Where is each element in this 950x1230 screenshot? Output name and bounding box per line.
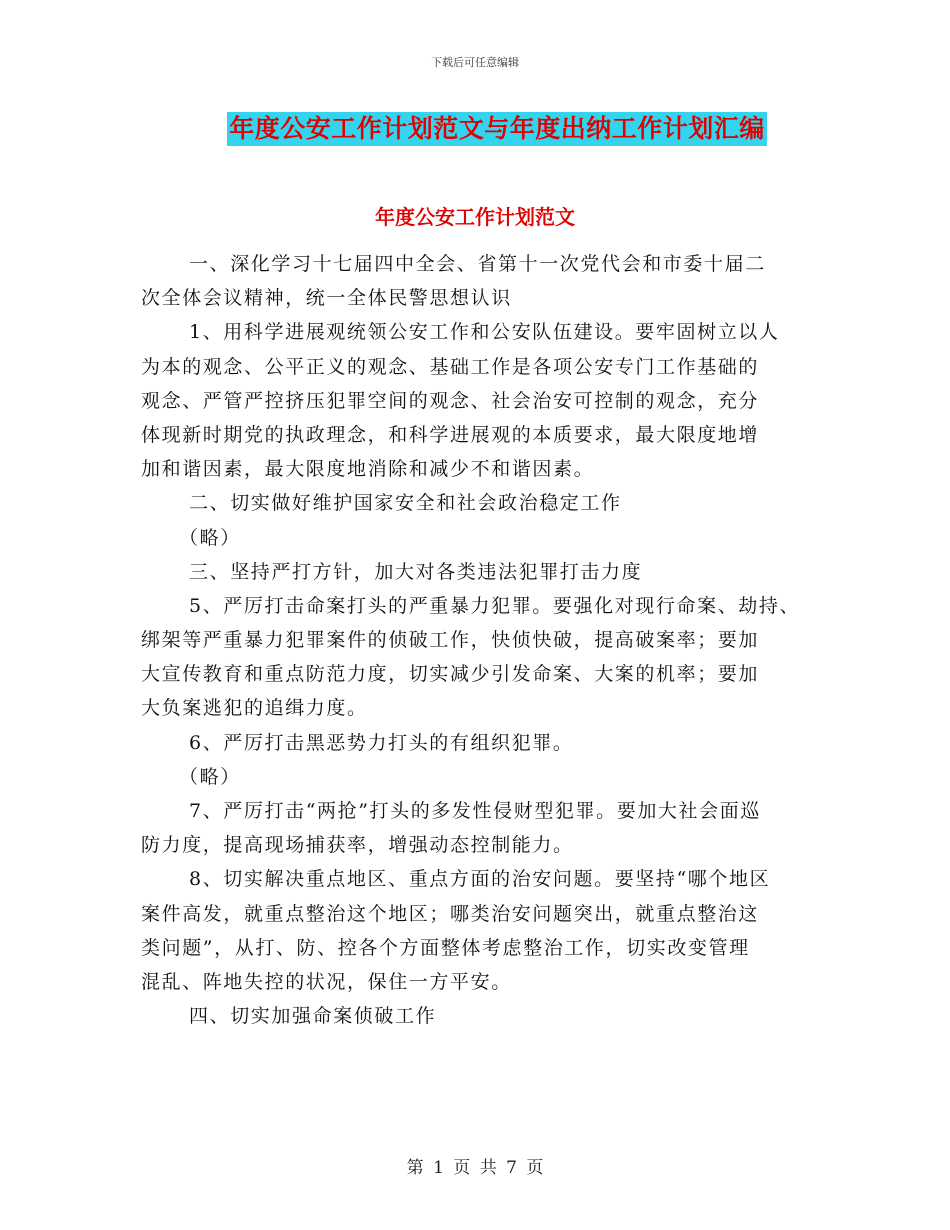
paragraph-line: 混乱、阵地失控的状况，保住一方平安。: [141, 970, 512, 993]
section-title: 年度公安工作计划范文: [375, 205, 575, 229]
paragraph-line: 一、深化学习十七届四中全会、省第十一次党代会和市委十届二: [189, 253, 766, 275]
paragraph-line: 7、严厉打击“两抢”打头的多发性侵财型犯罪。要加大社会面巡: [189, 800, 761, 822]
paragraph-line: 防力度，提高现场捕获率，增强动态控制能力。: [141, 834, 574, 857]
paragraph-line: 体现新时期党的执政理念，和科学进展观的本质要求，最大限度地增: [141, 423, 760, 446]
paragraph-line: 1、用科学进展观统领公安工作和公安队伍建设。要牢固树立以人: [189, 321, 780, 344]
main-title: 年度公安工作计划范文与年度出纳工作计划汇编: [227, 112, 767, 146]
paragraph-line: 绑架等严重暴力犯罪案件的侦破工作，快侦快破，提高破案率；要加: [141, 629, 760, 652]
header-note: 下载后可任意编辑: [431, 56, 519, 69]
paragraph-line: 三、坚持严打方针，加大对各类违法犯罪打击力度: [189, 560, 643, 583]
paragraph-line: 案件高发，就重点整治这个地区；哪类治安问题突出，就重点整治这: [141, 902, 760, 925]
paragraph-line: 二、切实做好维护国家安全和社会政治稳定工作: [189, 492, 622, 515]
paragraph-line: 大负案逃犯的追缉力度。: [141, 697, 368, 720]
paragraph-line: 8、切实解决重点地区、重点方面的治安问题。要坚持“哪个地区: [189, 868, 771, 891]
paragraph-line: 观念、严管严控挤压犯罪空间的观念、社会治安可控制的观念，充分: [141, 389, 760, 412]
main-title-container: [0, 112, 950, 146]
paragraph-line: 为本的观念、公平正义的观念、基础工作是各项公安专门工作基础的: [141, 355, 760, 378]
paragraph-line: 6、严厉打击黑恶势力打头的有组织犯罪。: [189, 731, 574, 754]
page-footer: 第 1 页 共 7 页: [406, 1158, 544, 1178]
paragraph-line: 5、严厉打击命案打头的严重暴力犯罪。要强化对现行命案、劫持、: [189, 594, 801, 617]
paragraph-line: 次全体会议精神，统一全体民警思想认识: [141, 287, 512, 310]
paragraph-line: 四、切实加强命案侦破工作: [189, 1005, 437, 1028]
paragraph-line: （略）: [179, 526, 241, 549]
paragraph-line: （略）: [179, 765, 241, 788]
paragraph-line: 类问题”，从打、防、控各个方面整体考虑整治工作，切实改变管理: [141, 936, 750, 959]
document-body: [141, 247, 821, 1033]
paragraph-line: 加和谐因素，最大限度地消除和减少不和谐因素。: [141, 458, 595, 481]
paragraph-line: 大宣传教育和重点防范力度，切实减少引发命案、大案的机率；要加: [141, 663, 760, 686]
